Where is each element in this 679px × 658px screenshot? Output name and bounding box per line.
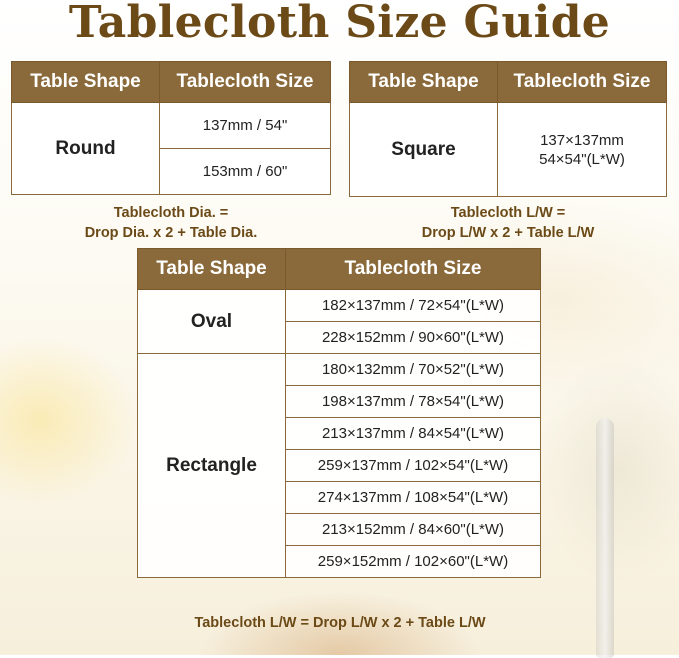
- round-size-cell: 137mm / 54": [160, 103, 331, 149]
- square-shape-header: Table Shape: [350, 62, 498, 103]
- page-title: Tablecloth Size Guide: [68, 0, 611, 48]
- square-formula: [349, 203, 667, 243]
- oval-rect-shape-header: Table Shape: [138, 249, 286, 290]
- square-size-line: 137×137mm: [540, 131, 624, 149]
- round-formula-line: Tablecloth Dia. =: [113, 205, 229, 221]
- round-formula: [11, 203, 331, 243]
- round-shape-header: Table Shape: [12, 62, 160, 103]
- square-shape-cell: Square: [350, 103, 498, 197]
- oval-size-cell: 228×152mm / 90×60"(L*W): [286, 322, 541, 354]
- square-formula-line: Drop L/W x 2 + Table L/W: [421, 225, 595, 241]
- rectangle-size-cell: 180×132mm / 70×52"(L*W): [286, 354, 541, 386]
- round-size-header: Tablecloth Size: [160, 62, 331, 103]
- oval-rect-size-header: Tablecloth Size: [286, 249, 541, 290]
- rectangle-size-cell: 259×152mm / 102×60"(L*W): [286, 546, 541, 578]
- round-size-table: [11, 61, 331, 195]
- rectangle-size-cell: 259×137mm / 102×54"(L*W): [286, 450, 541, 482]
- round-shape-cell: Round: [12, 103, 160, 195]
- oval-rectangle-formula: Tablecloth L/W = Drop L/W x 2 + Table L/W: [194, 615, 486, 631]
- rectangle-size-cell: 213×152mm / 84×60"(L*W): [286, 514, 541, 546]
- oval-shape-cell: Oval: [138, 290, 286, 354]
- round-size-cell: 153mm / 60": [160, 149, 331, 195]
- square-size-line: 54×54"(L*W): [539, 150, 625, 168]
- rectangle-size-cell: 198×137mm / 78×54"(L*W): [286, 386, 541, 418]
- rectangle-size-cell: 274×137mm / 108×54"(L*W): [286, 482, 541, 514]
- square-formula-line: Tablecloth L/W =: [450, 205, 566, 221]
- square-size-table: [349, 61, 667, 197]
- square-size-header: Tablecloth Size: [498, 62, 667, 103]
- square-size-cell: [498, 103, 667, 197]
- rectangle-size-cell: 213×137mm / 84×54"(L*W): [286, 418, 541, 450]
- round-formula-line: Drop Dia. x 2 + Table Dia.: [84, 225, 258, 241]
- oval-size-cell: 182×137mm / 72×54"(L*W): [286, 290, 541, 322]
- oval-rectangle-size-table: [137, 248, 541, 578]
- rectangle-shape-cell: Rectangle: [138, 354, 286, 578]
